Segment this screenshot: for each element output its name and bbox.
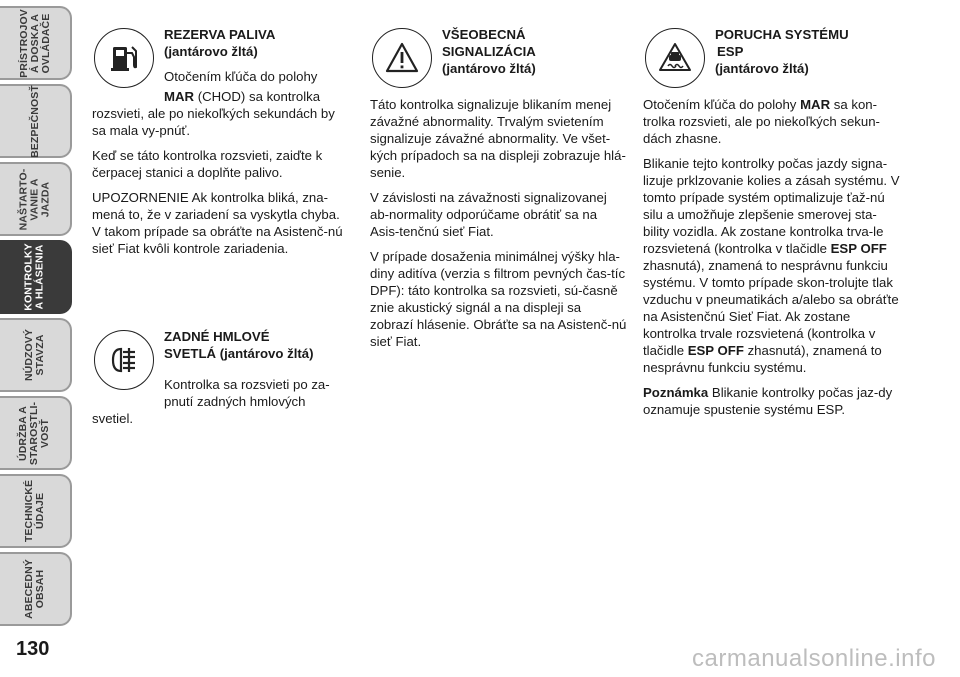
section-rear-fog-lights (92, 328, 350, 440)
fog-subtitle: (jantárovo žltá) (216, 346, 314, 361)
esp-note-label: Poznámka (643, 385, 709, 400)
tab-starting-driving[interactable]: NAŠTARTO- VANIE A JAZDA (0, 162, 72, 236)
esp-text-2b: zhasnutá), znamená to nesprávnu funkciu systému. V tomto prípade skon-trolujte tlak vzduchu v pneumatikách a/alebo sa obráťte na Asistenčnú Sieť Fiat. Ak zostane kontrolka trvale rozsvietená (kontrolka v tlačidle (643, 258, 899, 358)
warning-triangle-icon (372, 28, 432, 88)
esp-title-1: PORUCHA SYSTÉMU (715, 27, 849, 42)
section-fuel-reserve (92, 26, 350, 265)
tab-technical-data[interactable]: TECHNICKÉ ÚDAJE (0, 474, 72, 548)
chapter-tabs (0, 0, 80, 640)
fuel-text-1b: (CHOD) sa kontrolka rozsvieti, ale po niekoľkých sekundách by sa mala vy-pnúť. (92, 89, 335, 138)
esp-title-2: ESP (717, 44, 744, 59)
general-text-3: V prípade dosaženia minimálnej výšky hla-diny aditíva (verzia s filtrom pevných čas-tíc DPF): táto kontrolka sa rozsvieti, sú-časně znie akustický signál a na displeji sa zobrazí hlásenie. Obráťte sa na Asistenč-nú sieť Fiat. (370, 249, 627, 349)
general-title-1: VŠEOBECNÁ (442, 27, 526, 42)
tab-instrument-panel[interactable]: PRÍSTROJOV Á DOSKA A OVLÁDAČE (0, 6, 72, 80)
esp-text-2-bold-2: ESP OFF (687, 343, 744, 358)
fog-title: ZADNÉ HMLOVÉ (164, 329, 270, 344)
esp-text-1b: sa kon-trolka rozsvieti, ale po niekoľkých sekun-dách zhasne. (643, 97, 880, 146)
esp-note-text: Blikanie kontrolky počas jaz-dy oznamuje spustenie systému ESP. (643, 385, 893, 417)
fuel-title: REZERVA PALIVA (164, 27, 276, 42)
general-title-2: SIGNALIZÁCIA (442, 44, 536, 59)
fuel-text-1-bold: MAR (164, 89, 195, 104)
rear-fog-light-icon (94, 330, 154, 390)
general-text-1: Táto kontrolka signalizuje blikaním menej závažné abnormality. Trvalým svietením signalizuje závažné abnormality. Ve všet-kých prípadoch sa na displeji zobrazuje hlá-senie. (370, 97, 626, 180)
general-subtitle: (jantárovo žltá) (442, 61, 536, 76)
tab-warning-lights[interactable]: KONTROLKY A HLÁSENIA (0, 240, 72, 314)
watermark: carmanualsonline.info (692, 645, 936, 672)
general-text-2: V závislosti na závažnosti signalizovanej ab-normality odporúčame obrátiť sa na Asis-tenčnú sieť Fiat. (370, 190, 607, 239)
tab-safety[interactable]: BEZPEČNOSŤ (0, 84, 72, 158)
fog-text-1: Kontrolka sa rozsvieti po za-pnutí zadných hmlových svetiel. (92, 377, 330, 426)
esp-text-2a: Blikanie tejto kontrolky počas jazdy signa-lizuje prklzovanie kolies a zásah systému. V tomto prípade systém optimalizuje ťaž-nú silu a umožňuje zlepšenie smerovej sta-bility vozidla. Ak zostane kontrolka trva-le rozsvietená (kontrolka v tlačidle (643, 156, 900, 256)
esp-text-2-bold-1: ESP OFF (830, 241, 887, 256)
esp-subtitle: (jantárovo žltá) (715, 61, 809, 76)
section-esp-fault (643, 26, 901, 426)
esp-text-1a: Otočením kľúča do polohy (643, 97, 801, 112)
page-number: 130 (16, 638, 50, 660)
esp-skid-icon (645, 28, 705, 88)
fuel-subtitle: (jantárovo žltá) (164, 44, 258, 59)
fuel-text-1a: Otočením kľúča do polohy (164, 69, 318, 84)
fuel-text-3: UPOZORNENIE Ak kontrolka bliká, zna-mená to, že v zariadení sa vyskytla chyba. V takom prípade sa obráťte na Asistenč-nú sieť Fiat kvôli kontrole zariadenia. (92, 190, 343, 256)
tab-index[interactable]: ABECEDNÝ OBSAH (0, 552, 72, 626)
tab-maintenance[interactable]: ÚDRŽBA A STAROSTLI- VOSŤ (0, 396, 72, 470)
fog-title-2: SVETLÁ (164, 346, 217, 361)
esp-text-2c: zhasnutá), znamená to nesprávnu funkciu systému. (643, 343, 882, 375)
fuel-text-2: Keď se táto kontrolka rozsvieti, zaiďte k čerpacej stanici a doplňte palivo. (92, 148, 323, 180)
tab-emergency[interactable]: NÚDZOVÝ STAVZA (0, 318, 72, 392)
fuel-pump-icon (94, 28, 154, 88)
section-general-warning (370, 26, 628, 358)
esp-text-1-bold: MAR (800, 97, 831, 112)
